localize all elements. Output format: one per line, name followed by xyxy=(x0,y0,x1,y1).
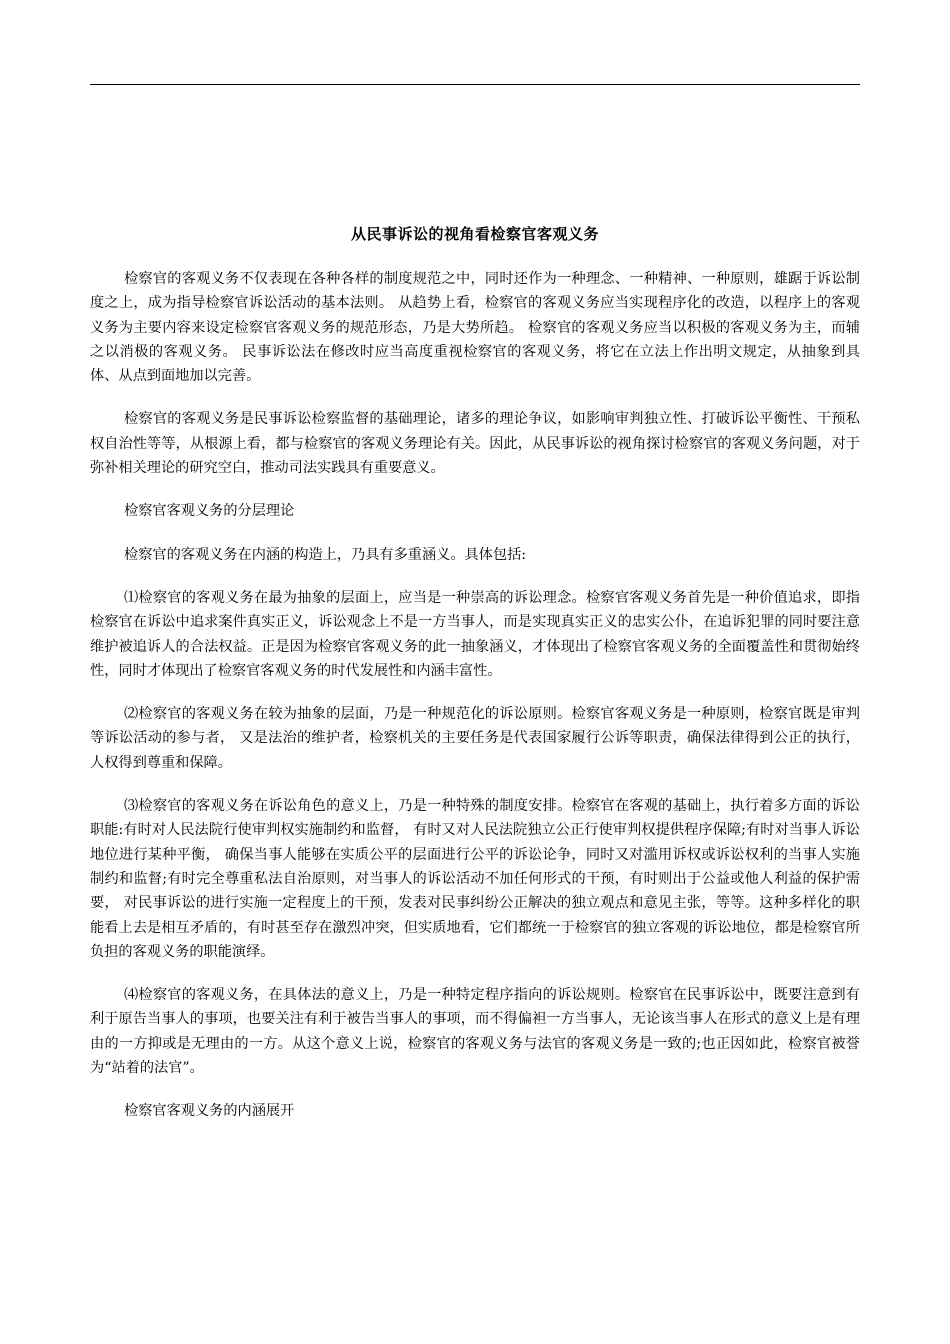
section-heading-connotation: 检察官客观义务的内涵展开 xyxy=(124,1103,295,1120)
document-body xyxy=(90,267,860,1143)
section-heading-layer-theory: 检察官客观义务的分层理论 xyxy=(124,503,295,520)
paragraph-item-4: ⑷检察官的客观义务，在具体法的意义上，乃是一种特定程序指向的诉讼规则。检察官在民事诉讼中，既要注意到有利于原告当事人的事项，也要关注有利于被告当事人的事项，而不得偏袒一方当事人，无论该当事人在形式的意义上是有理由的一方抑或是无理由的一方。从这个意义上说，检察官的客观义务与法官的客观义务是一致的;也正因如此，检察官被誉为“站着的法官”。 xyxy=(90,987,860,1077)
paragraph-item-1: ⑴检察官的客观义务在最为抽象的层面上，应当是一种崇高的诉讼理念。检察官客观义务首先是一种价值追求，即指检察官在诉讼中追求案件真实正义，诉讼观念上不是一方当事人，而是实现真实正义的忠实公仆，在追诉犯罪的同时要注意维护被追诉人的合法权益。正是因为检察官客观义务的此一抽象涵义，才体现出了检察官客观义务的全面覆盖性和贯彻始终性，同时才体现出了检察官客观义务的时代发展性和内涵丰富性。 xyxy=(90,589,860,679)
paragraph-item-2: ⑵检察官的客观义务在较为抽象的层面，乃是一种规范化的诉讼原则。检察官客观义务是一种原则，检察官既是审判等诉讼活动的参与者， 又是法治的维护者，检察机关的主要任务是代表国家履行公诉等职责，确保法律得到公正的执行，人权得到尊重和保障。 xyxy=(90,706,860,771)
paragraph-meanings-lead: 检察官的客观义务在内涵的构造上，乃具有多重涵义。具体包括: xyxy=(124,546,527,563)
paragraph-significance: 检察官的客观义务是民事诉讼检察监督的基础理论，诸多的理论争议，如影响审判独立性、打破诉讼平衡性、干预私权自治性等等，从根源上看，都与检察官的客观义务理论有关。因此，从民事诉讼的视角探讨检察官的客观义务问题，对于弥补相关理论的研究空白，推动司法实践具有重要意义。 xyxy=(90,411,860,477)
paragraph-intro: 检察官的客观义务不仅表现在各种各样的制度规范之中，同时还作为一种理念、一种精神、一种原则，雄踞于诉讼制度之上，成为指导检察官诉讼活动的基本法则。 从趋势上看，检察官的客观义务应当实现程序化的改造，以程序上的客观义务为主要内容来设定检察官客观义务的规范形态，乃是大势所趋。 检察官的客观义务应当以积极的客观义务为主，而辅之以消极的客观义务。 民事诉讼法在修改时应当高度重视检察官的客观义务，将它在立法上作出明文规定，从抽象到具体、从点到面地加以完善。 xyxy=(90,271,860,385)
paragraph-item-3: ⑶检察官的客观义务在诉讼角色的意义上，乃是一种特殊的制度安排。检察官在客观的基础上，执行着多方面的诉讼职能:有时对人民法院行使审判权实施制约和监督， 有时又对人民法院独立公正行使审判权提供程序保障;有时对当事人诉讼地位进行某种平衡， 确保当事人能够在实质公平的层面进行公平的诉讼论争，同时又对滥用诉权或诉讼权利的当事人实施制约和监督;有时完全尊重私法自治原则，对当事人的诉讼活动不加任何形式的干预，有时则出于公益或他人利益的保护需要， 对民事诉讼的进行实施一定程度上的干预，发表对民事纠纷公正解决的独立观点和意见主张，等等。这种多样化的职能看上去是相互矛盾的，有时甚至存在激烈冲突，但实质地看，它们都统一于检察官的独立客观的诉讼地位，都是检察官所负担的客观义务的职能演绎。 xyxy=(90,798,860,960)
document-title: 从民事诉讼的视角看检察官客观义务 xyxy=(350,225,599,243)
header-divider xyxy=(90,84,860,85)
